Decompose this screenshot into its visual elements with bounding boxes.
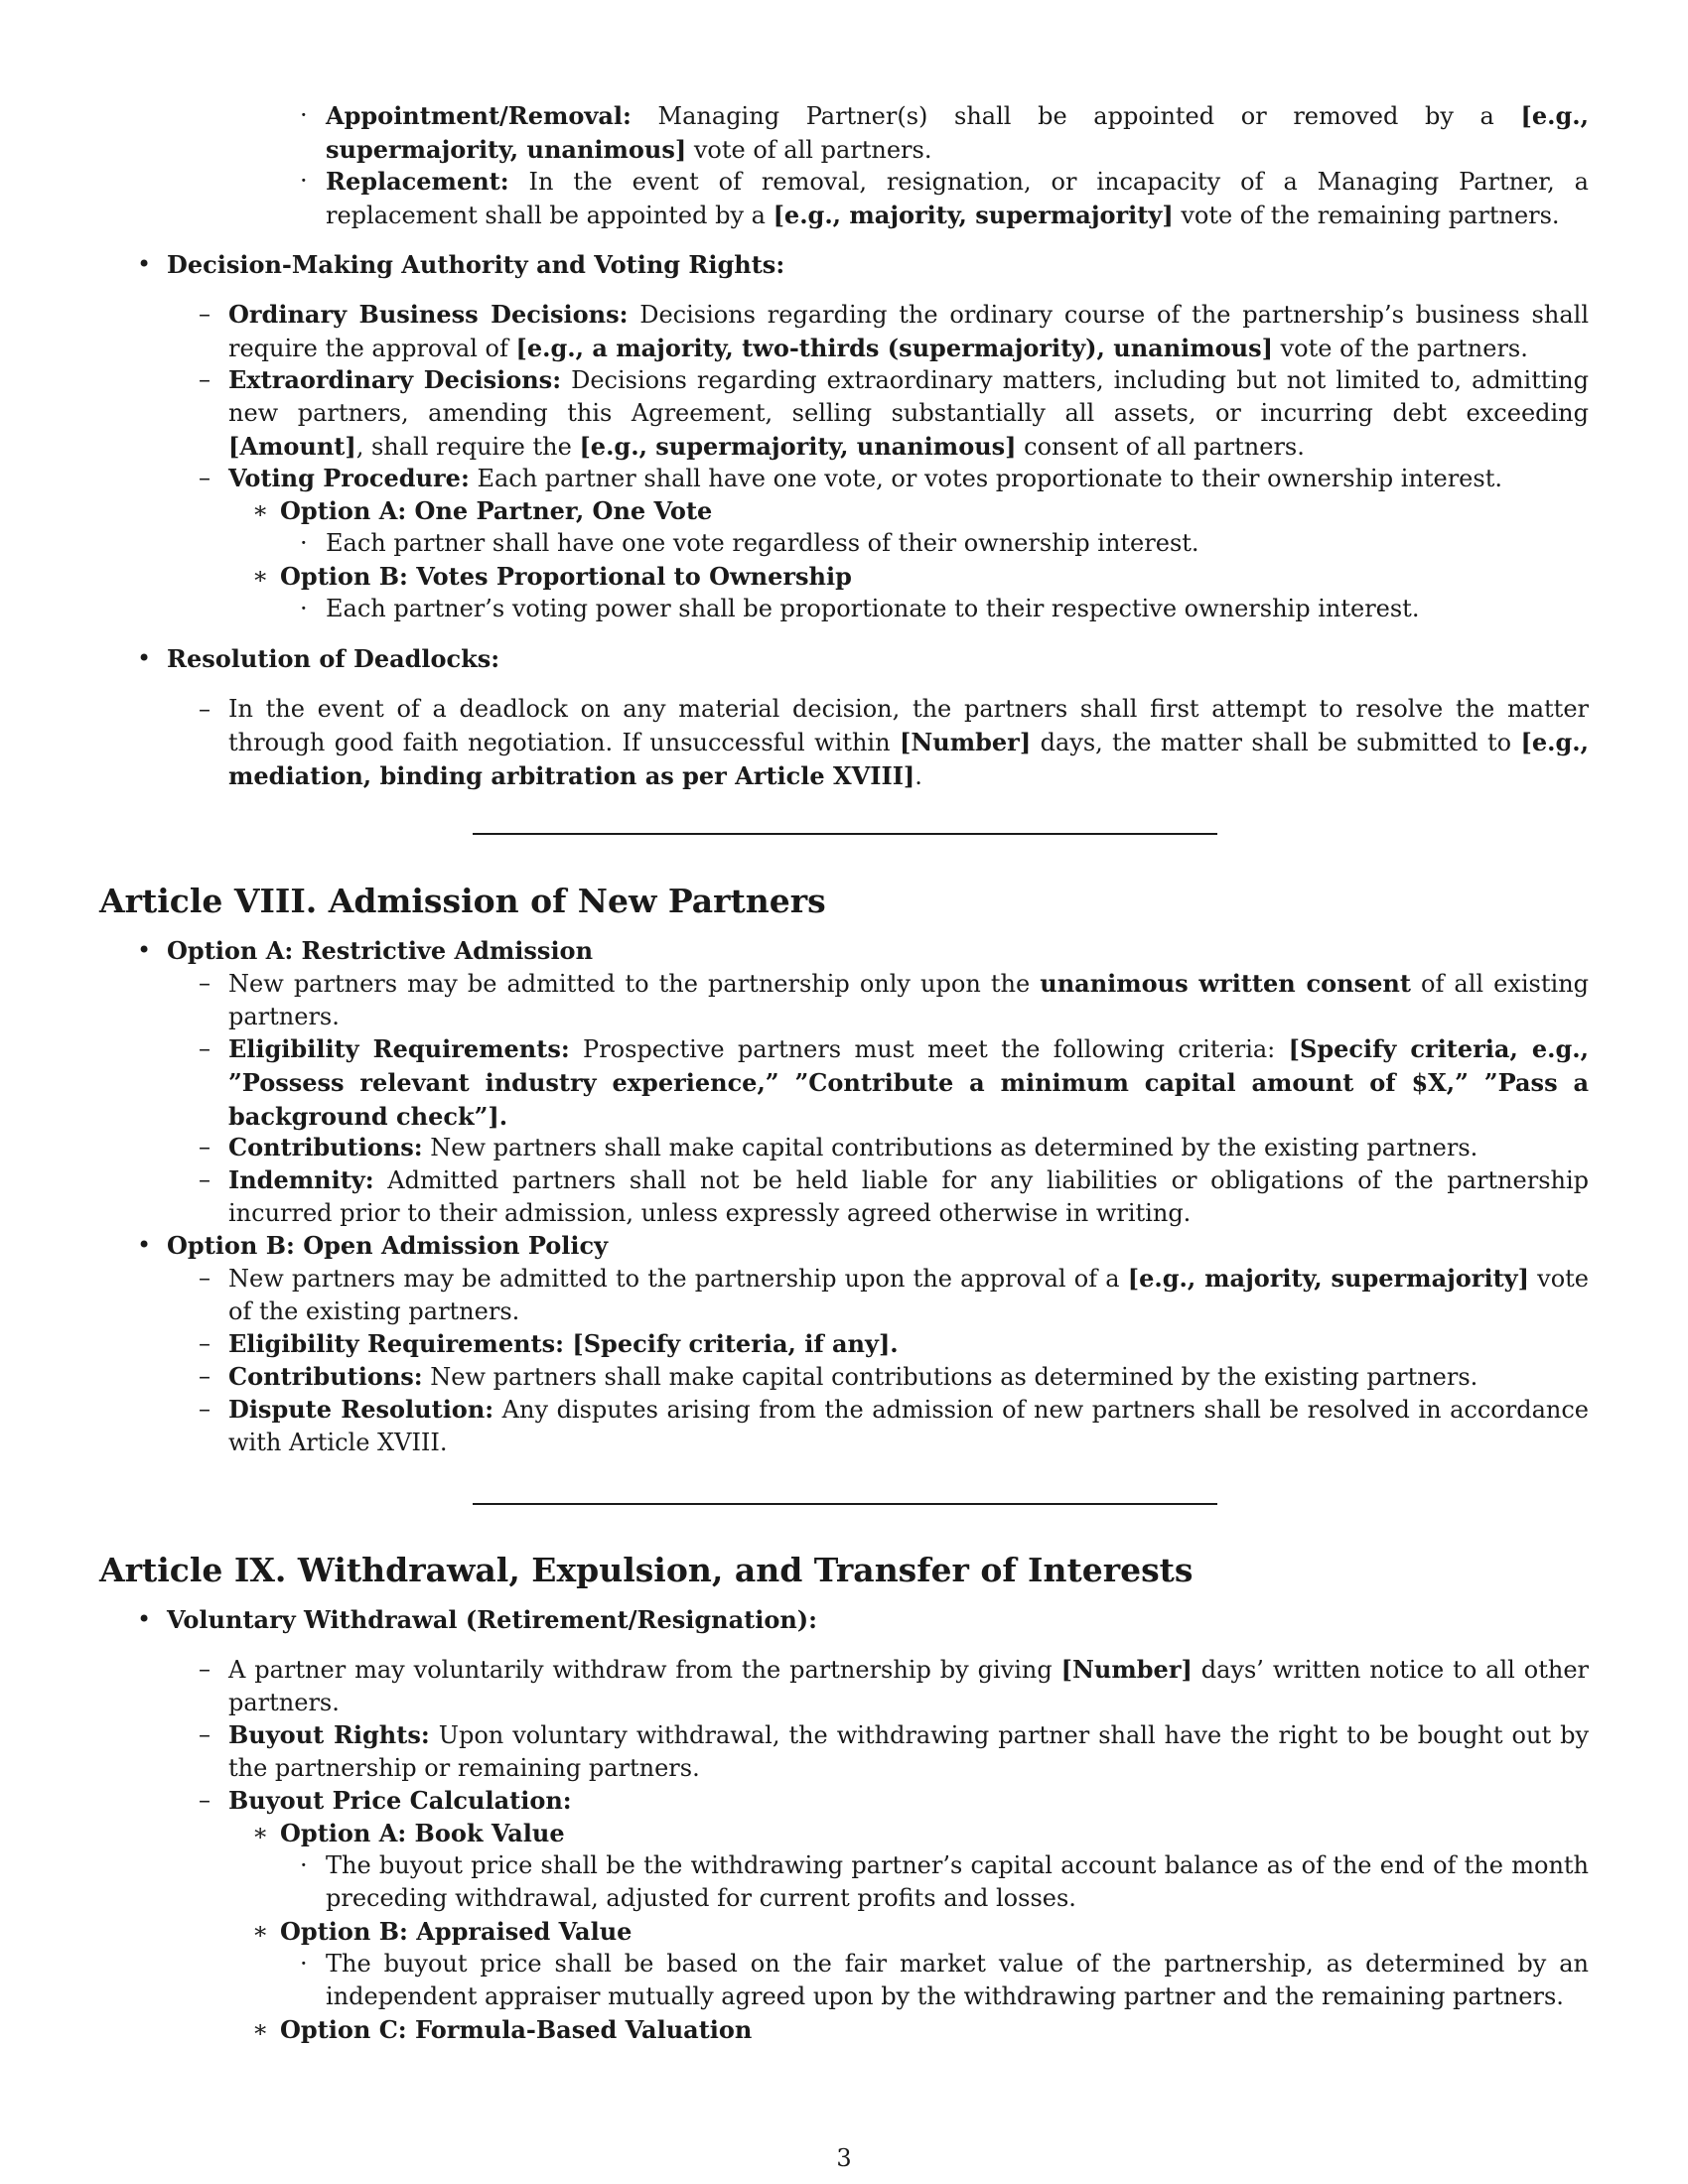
asterisk-marker: ∗: [252, 1819, 269, 1846]
dash-marker: –: [199, 969, 211, 997]
voting-procedure-item: – Voting Procedure: Each partner shall have one vote, or votes proportionate to their ownership interest.: [199, 464, 1502, 492]
admission-option-a-item: • Option A: Restrictive Admission: [137, 936, 594, 965]
ordinary-decisions-item: – Ordinary Business Decisions: Decisions regarding the ordinary course of the partnership’s business shall require the approval of [e.g., a majority, two-thirds (supermajority), unanimous] vote of the partners.: [199, 300, 1589, 362]
appraised-value-option: ∗ Option B: Appraised Value: [252, 1917, 633, 1946]
asterisk-marker: ∗: [252, 1917, 269, 1945]
voting-option-b: ∗ Option B: Votes Proportional to Ownership: [252, 562, 852, 591]
admission-option-b-item: • Option B: Open Admission Policy: [137, 1231, 609, 1260]
voting-option-a: ∗ Option A: One Partner, One Vote: [252, 496, 713, 525]
extraordinary-decisions-item: – Extraordinary Decisions: Decisions regarding extraordinary matters, including but not limited to, admitting new partners, amending this Agreement, selling substantially all assets, or incurring debt exceeding [Amount], shall require the [e.g., supermajority, unanimous] consent of all partners.: [199, 365, 1589, 461]
dash-marker: –: [199, 464, 211, 491]
deadlock-resolution-item: – In the event of a deadlock on any material decision, the partners shall first attempt to resolve the matter through good faith negotiation. If unsuccessful within [Number] days, the matter shall be submitted to [e.g., mediation, binding arbitration as per Article XVIII].: [199, 695, 1589, 790]
withdrawal-notice-item: – A partner may voluntarily withdraw from the partnership by giving [Number] days’ written notice to all other partners.: [199, 1655, 1589, 1716]
section-divider: [473, 1503, 1217, 1505]
dash-marker: –: [199, 695, 211, 723]
bullet-marker: •: [137, 1231, 152, 1259]
bullet-marker: ·: [300, 1950, 308, 1978]
section-divider: [473, 833, 1217, 835]
bullet-marker: •: [137, 250, 152, 278]
majority-approval-item: – New partners may be admitted to the partnership upon the approval of a [e.g., majority, supermajority] vote of the existing partners.: [199, 1264, 1590, 1325]
bullet-marker: ·: [300, 529, 308, 557]
dispute-resolution-item: – Dispute Resolution: Any disputes arising from the admission of new partners shall be resolved in accordance with Article XVIII.: [199, 1395, 1590, 1456]
asterisk-marker: ∗: [252, 496, 269, 524]
dash-marker: –: [199, 1034, 211, 1062]
deadlocks-heading-item: • Resolution of Deadlocks:: [137, 644, 500, 673]
bullet-marker: •: [137, 644, 152, 672]
dash-marker: –: [199, 1133, 211, 1160]
bullet-marker: ·: [300, 101, 308, 129]
appraised-value-text: · The buyout price shall be based on the fair market value of the partnership, as determined by an independent appraiser mutually agreed upon by the withdrawing partner and the remaining partners.: [300, 1950, 1589, 2010]
bullet-marker: ·: [300, 595, 308, 622]
formula-valuation-option: ∗ Option C: Formula-Based Valuation: [252, 2015, 753, 2044]
eligibility-requirements-a-item: – Eligibility Requirements: Prospective partners must meet the following criteria: [Specify criteria, e.g., ”Possess relevant industry experience,” ”Contribute a minimum capital amount of $X,” ”Pass a background check”].: [199, 1034, 1590, 1131]
replacement-item: · Replacement: In the event of removal, resignation, or incapacity of a Managing Partner, a replacement shall be appointed by a [e.g., majority, supermajority] vote of the remaining partners.: [300, 167, 1589, 229]
asterisk-marker: ∗: [252, 2015, 269, 2043]
buyout-rights-item: – Buyout Rights: Upon voluntary withdrawal, the withdrawing partner shall have the right to be bought out by the partnership or remaining partners.: [199, 1720, 1590, 1782]
appointment-removal-item: · Appointment/Removal: Managing Partner(s) shall be appointed or removed by a [e.g., supermajority, unanimous] vote of all partners.: [300, 101, 1589, 164]
unanimous-consent-item: – New partners may be admitted to the partnership only upon the unanimous written consent of all existing partners.: [199, 969, 1590, 1030]
dash-marker: –: [199, 365, 211, 393]
bullet-marker: ·: [300, 1851, 308, 1879]
dash-marker: –: [199, 300, 211, 328]
article-8-heading: Article VIII. Admission of New Partners: [99, 882, 826, 920]
eligibility-requirements-b-item: – Eligibility Requirements: [Specify criteria, if any].: [199, 1329, 899, 1358]
voting-option-a-text: · Each partner shall have one vote regardless of their ownership interest.: [326, 527, 1589, 560]
dash-marker: –: [199, 1395, 211, 1423]
bullet-marker: •: [137, 936, 152, 964]
page-number: 3: [836, 2144, 852, 2172]
book-value-option: ∗ Option A: Book Value: [252, 1819, 565, 1847]
contributions-a-item: – Contributions: New partners shall make capital contributions as determined by the existing partners.: [199, 1133, 1478, 1161]
article-9-heading: Article IX. Withdrawal, Expulsion, and Transfer of Interests: [99, 1551, 1194, 1589]
contributions-b-item: – Contributions: New partners shall make capital contributions as determined by the existing partners.: [199, 1362, 1478, 1391]
indemnity-item: – Indemnity: Admitted partners shall not be held liable for any liabilities or obligations of the partnership incurred prior to their admission, unless expressly agreed otherwise in writing.: [199, 1165, 1589, 1227]
voluntary-withdrawal-heading-item: • Voluntary Withdrawal (Retirement/Resignation):: [137, 1605, 818, 1634]
dash-marker: –: [199, 1329, 211, 1357]
dash-marker: –: [199, 1786, 211, 1814]
voting-option-b-text: · Each partner’s voting power shall be proportionate to their respective ownership interest.: [326, 593, 1589, 625]
bullet-marker: ·: [300, 167, 308, 195]
dash-marker: –: [199, 1720, 211, 1748]
dash-marker: –: [199, 1264, 211, 1292]
dash-marker: –: [199, 1655, 211, 1683]
book-value-text: · The buyout price shall be the withdrawing partner’s capital account balance as of the end of the month preceding withdrawal, adjusted for current profits and losses.: [300, 1851, 1589, 1912]
bullet-marker: •: [137, 1605, 152, 1633]
buyout-price-calculation-item: – Buyout Price Calculation:: [199, 1786, 572, 1815]
dash-marker: –: [199, 1165, 211, 1193]
decision-making-heading-item: • Decision-Making Authority and Voting Rights:: [137, 250, 785, 279]
dash-marker: –: [199, 1362, 211, 1390]
asterisk-marker: ∗: [252, 562, 269, 590]
